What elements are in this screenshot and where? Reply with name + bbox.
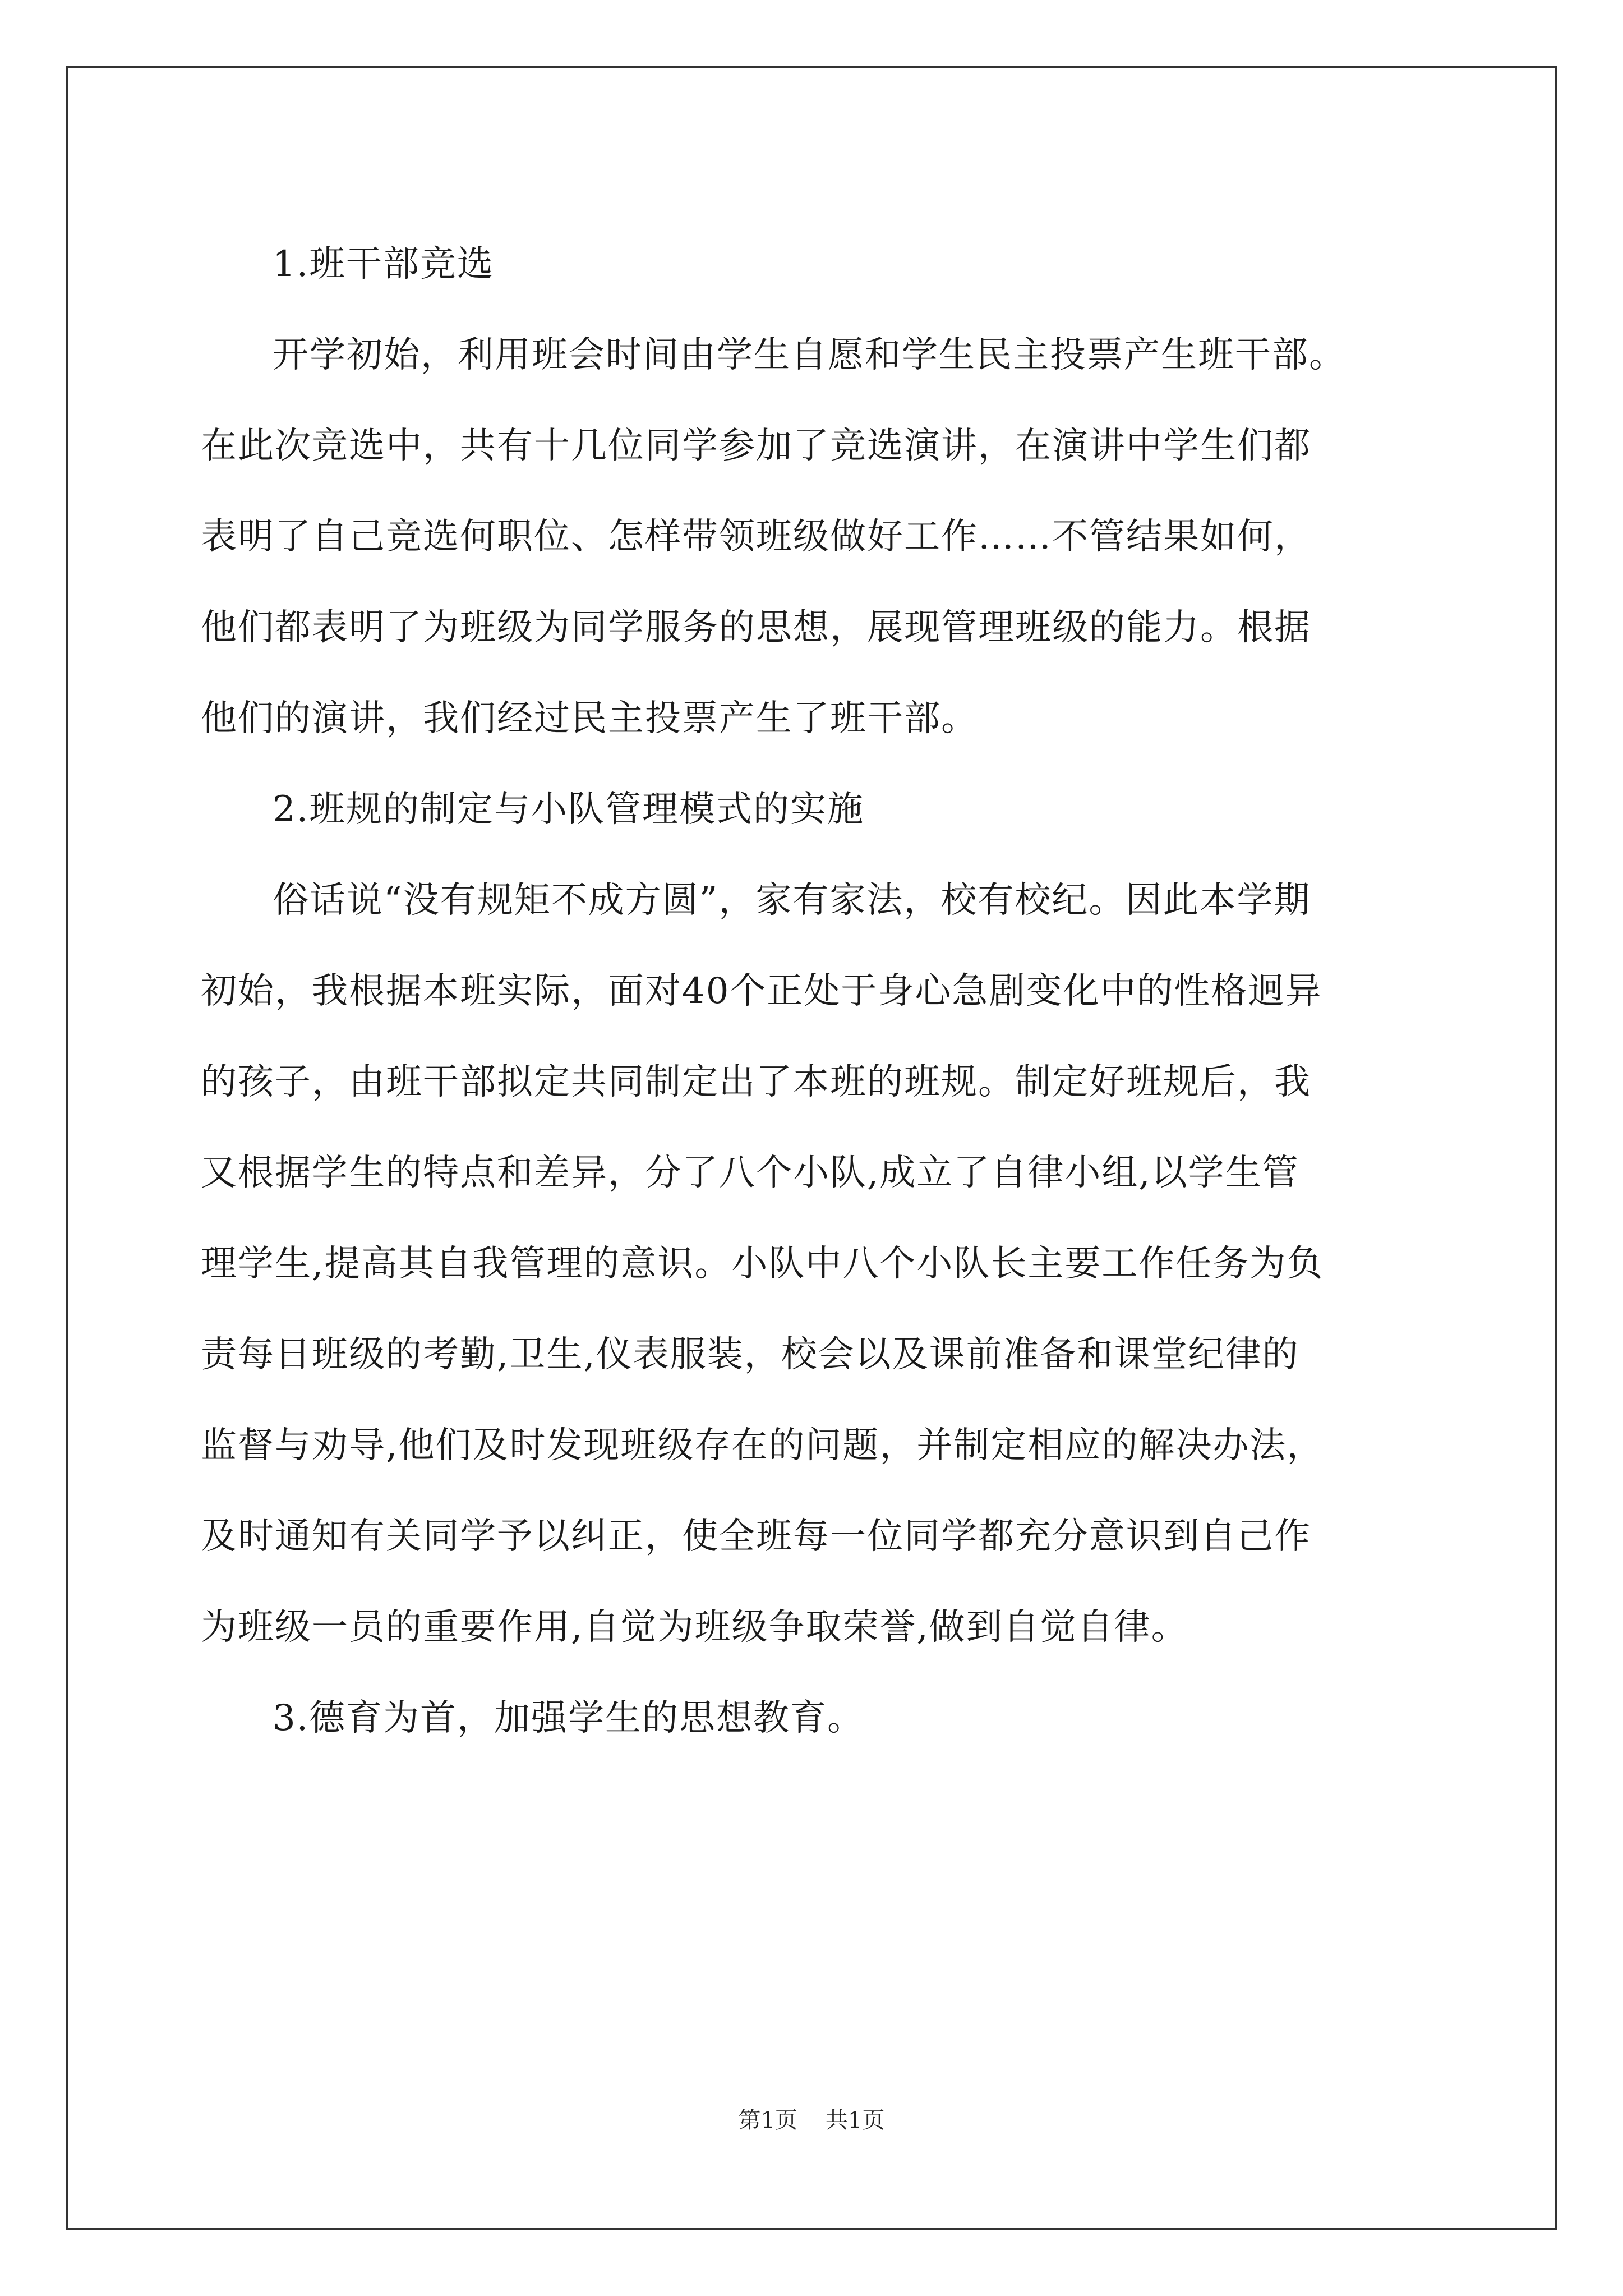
document-body (201, 219, 1423, 1764)
paragraph-line: 理学生,提高其自我管理的意识。小队中八个小队长主要工作任务为负 (201, 1243, 1324, 1285)
paragraph-line: 初始，我根据本班实际，面对40个正处于身心急剧变化中的性格迥异 (201, 970, 1322, 1012)
paragraph-line: 在此次竞选中，共有十几位同学参加了竞选演讲，在演讲中学生们都 (201, 425, 1311, 467)
page-footer (0, 2102, 1623, 2134)
paragraph-line: 表明了自己竞选何职位、怎样带领班级做好工作……不管结果如何， (201, 516, 1311, 558)
paragraph-line: 为班级一员的重要作用,自觉为班级争取荣誉,做到自觉自律。 (201, 1607, 1188, 1648)
page-total: 共1页 (826, 2108, 885, 2133)
paragraph-line: 他们都表明了为班级为同学服务的思想，展现管理班级的能力。根据 (201, 607, 1311, 648)
paragraph-line: 俗话说“没有规矩不成方圆”，家有家法，校有校纪。因此本学期 (273, 880, 1311, 921)
section-heading-2: 2.班规的制定与小队管理模式的实施 (273, 789, 865, 830)
paragraph-line: 及时通知有关同学予以纠正，使全班每一位同学都充分意识到自己作 (201, 1516, 1311, 1557)
paragraph-line: 的孩子，由班干部拟定共同制定出了本班的班规。制定好班规后，我 (201, 1061, 1311, 1103)
page-number: 第1页 (738, 2108, 797, 2133)
paragraph-line: 又根据学生的特点和差异，分了八个小队,成立了自律小组,以学生管 (201, 1152, 1299, 1194)
section-heading-3: 3.德育为首，加强学生的思想教育。 (273, 1697, 865, 1739)
paragraph-line: 他们的演讲，我们经过民主投票产生了班干部。 (201, 698, 978, 739)
paragraph-line: 责每日班级的考勤,卫生,仪表服装，校会以及课前准备和课堂纪律的 (201, 1334, 1299, 1375)
paragraph-line: 监督与劝导,他们及时发现班级存在的问题，并制定相应的解决办法， (201, 1425, 1324, 1466)
paragraph-line: 开学初始，利用班会时间由学生自愿和学生民主投票产生班干部。 (273, 334, 1346, 376)
section-heading-1: 1.班干部竞选 (273, 243, 495, 285)
